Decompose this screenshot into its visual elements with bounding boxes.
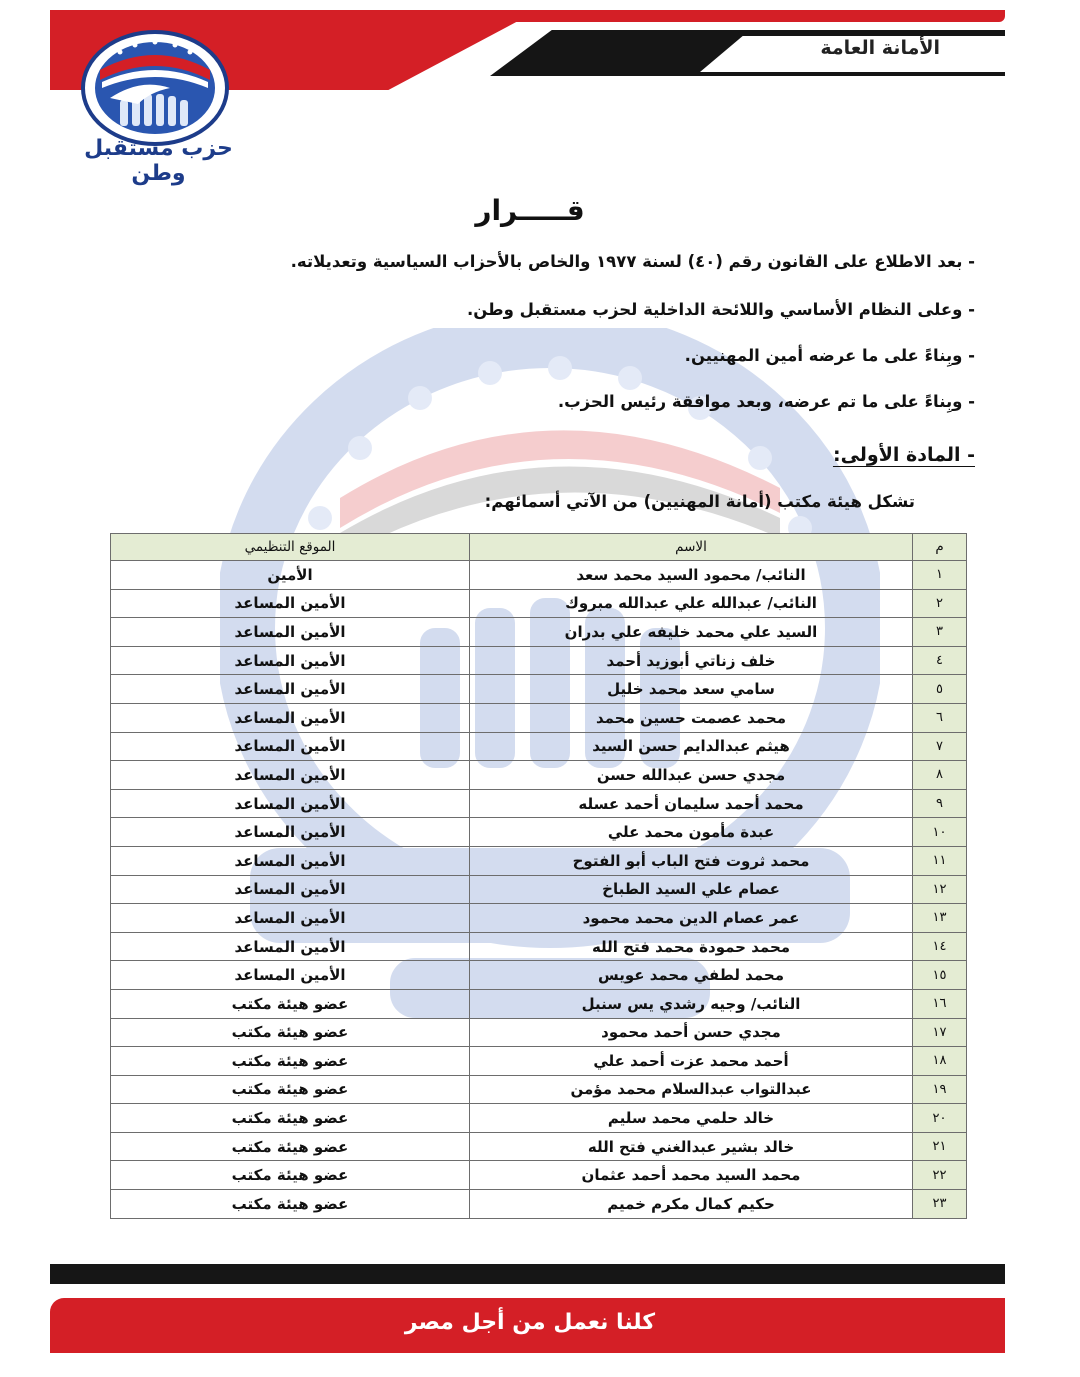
row-num: ٢٢ — [913, 1161, 967, 1190]
table-row — [111, 1190, 967, 1219]
header-title: الأمانة العامة — [820, 37, 940, 59]
row-num: ١٣ — [913, 904, 967, 933]
row-role: الأمين المساعد — [111, 961, 470, 990]
row-name: عبدة مأمون محمد علي — [470, 818, 913, 847]
article-title: - المادة الأولى: — [832, 444, 975, 466]
row-num: ٩ — [913, 789, 967, 818]
table-row — [111, 961, 967, 990]
decision-title: قـــــرار — [475, 194, 585, 227]
table-row — [111, 589, 967, 618]
table-row — [111, 1132, 967, 1161]
row-role: الأمين المساعد — [111, 618, 470, 647]
table-row — [111, 846, 967, 875]
row-num: ١ — [913, 561, 967, 590]
row-num: ٧ — [913, 732, 967, 761]
header-role: الموقع التنظيمي — [111, 534, 470, 561]
row-role: عضو هيئة مكتب — [111, 1104, 470, 1133]
row-name: عمر عصام الدين محمد محمود — [470, 904, 913, 933]
row-role: عضو هيئة مكتب — [111, 1018, 470, 1047]
row-role: الأمين المساعد — [111, 761, 470, 790]
table-row — [111, 618, 967, 647]
row-name: محمد السيد محمد أحمد عثمان — [470, 1161, 913, 1190]
table-row — [111, 703, 967, 732]
row-name: هيثم عبدالدايم حسن السيد — [470, 732, 913, 761]
row-name: السيد علي محمد خليفه علي بدران — [470, 618, 913, 647]
row-role: عضو هيئة مكتب — [111, 1132, 470, 1161]
row-name: خالد بشير عبدالغني فتح الله — [470, 1132, 913, 1161]
row-num: ٢١ — [913, 1132, 967, 1161]
row-role: عضو هيئة مكتب — [111, 1190, 470, 1219]
clause-1: - بعد الاطلاع على القانون رقم (٤٠) لسنة ١٩٧٧ والخاص بالأحزاب السياسية وتعديلاته. — [290, 252, 975, 271]
formation-text: تشكل هيئة مكتب (أمانة المهنيين) من الآتي أسمائهم: — [484, 492, 915, 511]
table-header-row — [111, 534, 967, 561]
clause-3: - وبِناءً على ما عرضه أمين المهنيين. — [684, 346, 975, 365]
row-num: ١١ — [913, 846, 967, 875]
table-row — [111, 675, 967, 704]
row-name: أحمد محمد عزت أحمد علي — [470, 1047, 913, 1076]
row-name: النائب/ محمود السيد محمد سعد — [470, 561, 913, 590]
row-num: ١٥ — [913, 961, 967, 990]
members-table — [110, 533, 967, 1219]
row-num: ٤ — [913, 646, 967, 675]
row-name: محمد أحمد سليمان أحمد عسله — [470, 789, 913, 818]
row-name: النائب/ عبدالله علي عبدالله مبروك — [470, 589, 913, 618]
row-role: عضو هيئة مكتب — [111, 1075, 470, 1104]
row-num: ١٩ — [913, 1075, 967, 1104]
table-row — [111, 646, 967, 675]
row-name: خلف زناتي أبوزيد أحمد — [470, 646, 913, 675]
row-num: ٢٠ — [913, 1104, 967, 1133]
table-row — [111, 561, 967, 590]
row-num: ٦ — [913, 703, 967, 732]
table-row — [111, 732, 967, 761]
party-name: حزب مستقبل وطن — [84, 136, 233, 186]
row-role: الأمين المساعد — [111, 675, 470, 704]
row-num: ١٠ — [913, 818, 967, 847]
row-num: ١٧ — [913, 1018, 967, 1047]
party-logo-icon — [80, 30, 230, 150]
row-role: الأمين المساعد — [111, 875, 470, 904]
row-role: الأمين المساعد — [111, 904, 470, 933]
row-num: ١٨ — [913, 1047, 967, 1076]
table-row — [111, 989, 967, 1018]
row-role: الأمين المساعد — [111, 732, 470, 761]
row-name: خالد حلمي محمد سليم — [470, 1104, 913, 1133]
header-name: الاسم — [470, 534, 913, 561]
row-name: مجدي حسن أحمد محمود — [470, 1018, 913, 1047]
table-row — [111, 1018, 967, 1047]
row-role: عضو هيئة مكتب — [111, 989, 470, 1018]
table-row — [111, 1161, 967, 1190]
document-page — [50, 8, 1005, 1353]
header-num: م — [913, 534, 967, 561]
table-row — [111, 875, 967, 904]
table-row — [111, 904, 967, 933]
row-num: ١٦ — [913, 989, 967, 1018]
row-num: ٨ — [913, 761, 967, 790]
row-role: الأمين المساعد — [111, 646, 470, 675]
table-row — [111, 789, 967, 818]
row-role: عضو هيئة مكتب — [111, 1161, 470, 1190]
row-role: الأمين المساعد — [111, 846, 470, 875]
row-name: محمد ثروت فتح الباب أبو الفتوح — [470, 846, 913, 875]
row-name: مجدي حسن عبدالله حسن — [470, 761, 913, 790]
row-role: الأمين المساعد — [111, 703, 470, 732]
row-name: النائب/ وجيه رشدي يس سنبل — [470, 989, 913, 1018]
row-num: ٣ — [913, 618, 967, 647]
row-role: الأمين المساعد — [111, 932, 470, 961]
table-row — [111, 761, 967, 790]
footer-slogan: كلنا نعمل من أجل مصر — [404, 1310, 656, 1335]
table-row — [111, 1075, 967, 1104]
clause-2: - وعلى النظام الأساسي واللائحة الداخلية لحزب مستقبل وطن. — [466, 300, 975, 319]
row-name: محمد عصمت حسين محمد — [470, 703, 913, 732]
footer-black-band — [50, 1264, 1005, 1284]
row-name: سامي سعد محمد خليل — [470, 675, 913, 704]
table-row — [111, 1047, 967, 1076]
row-role: الأمين المساعد — [111, 818, 470, 847]
row-name: عبدالتواب عبدالسلام محمد مؤمن — [470, 1075, 913, 1104]
row-num: ١٢ — [913, 875, 967, 904]
table-row — [111, 818, 967, 847]
row-num: ٢٣ — [913, 1190, 967, 1219]
row-name: عصام علي السيد الطباخ — [470, 875, 913, 904]
table-body — [111, 561, 967, 1219]
clause-4: - وبِناءً على ما تم عرضه، وبعد موافقة رئيس الحزب. — [557, 392, 975, 411]
row-name: حكيم كمال مكرم خميم — [470, 1190, 913, 1219]
row-num: ٥ — [913, 675, 967, 704]
table-row — [111, 932, 967, 961]
row-role: الأمين — [111, 561, 470, 590]
table-row — [111, 1104, 967, 1133]
row-num: ٢ — [913, 589, 967, 618]
row-name: محمد حمودة محمد فتح الله — [470, 932, 913, 961]
row-role: الأمين المساعد — [111, 789, 470, 818]
row-num: ١٤ — [913, 932, 967, 961]
row-name: محمد لطفي محمد عويس — [470, 961, 913, 990]
row-role: عضو هيئة مكتب — [111, 1047, 470, 1076]
row-role: الأمين المساعد — [111, 589, 470, 618]
